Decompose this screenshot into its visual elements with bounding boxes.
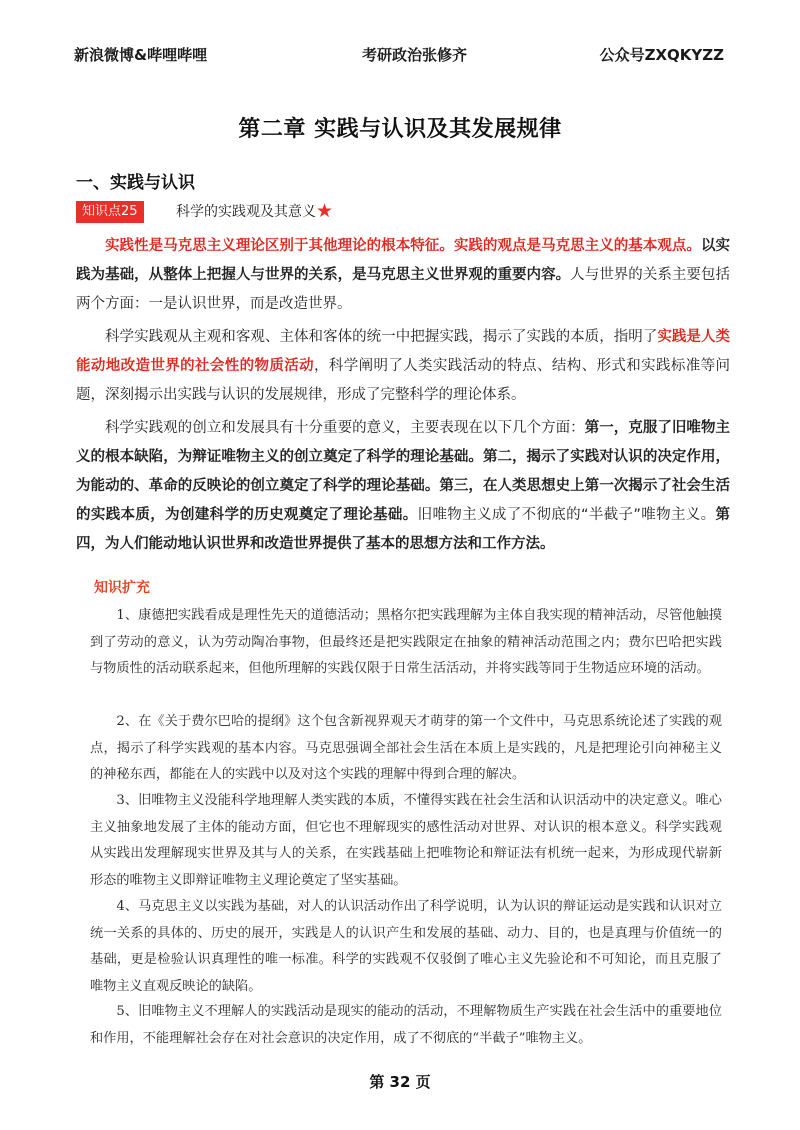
p3-normal-1: 科学实践观的创立和发展具有十分重要的意义，主要表现在以下几个方面： [105, 420, 585, 436]
extension-item-3: 3、旧唯物主义没能科学地理解人类实践的本质，不懂得实践在社会生活和认识活动中的决定意义。唯心主义抽象地发展了主体的能动方面，但它也不理解现实的感性活动对世界、对认识的根本意义。科学实践观从实践出发理解现实世界及其与人的关系，在实践基础上把唯物论和辩证法有机统一起来，为形成现代崭新形态的唯物主义即辩证唯物主义理论奠定了坚实基础。 [90, 793, 722, 888]
knowledge-point-title: 科学的实践观及其意义 [176, 204, 316, 220]
p2-normal-2: ，科学阐明了人类实践活动的特点、结构、形式和实践标准等问题，深刻揭示出实践与认识的发展规律，形成了完整科学的理论体系。 [76, 358, 730, 403]
page-header [74, 44, 724, 66]
p1-bold: 以实践为基础，从整体上把握人与世界的关系，是马克思主义世界观的重要内容。 [76, 238, 731, 283]
star-icon: ★ [316, 200, 334, 222]
p3-bold-1: 第一，克服了旧唯物主义的根本缺陷，为辩证唯物主义的创立奠定了科学的理论基础。 [76, 420, 731, 465]
p2-normal-1: 科学实践观从主观和客观、主体和客体的统一中把握实践，揭示了实践的本质，指明了 [105, 329, 658, 345]
extension-item-1: 1、康德把实践看成是理性先天的道德活动；黑格尔把实践理解为主体自我实现的精神活动，尽管他触摸到了劳动的意义，认为劳动陶冶事物，但最终还是把实践限定在抽象的精神活动范围之内；费尔巴哈把实践与物质性的活动联系起来，但他所理解的实践仅限于日常生活活动，并将实践等同于生物适应环境的活动。 [90, 608, 722, 676]
knowledge-point-badge: 知识点25 [76, 201, 144, 223]
extension-title: 知识扩充 [94, 580, 150, 596]
header-right: 公众号ZXQKYZZ [599, 46, 724, 64]
extension-item-2: 2、在《关于费尔巴哈的提纲》这个包含新视界观天才萌芽的第一个文件中，马克思系统论述了实践的观点，揭示了科学实践观的基本内容。马克思强调全部社会生活在本质上是实践的，凡是把理论引向神秘主义的神秘东西，都能在人的实践中以及对这个实践的理解中得到合理的解决。 [90, 714, 722, 782]
paragraph-3 [76, 414, 730, 559]
paragraph-2 [76, 323, 730, 410]
p3-bold-2: 第二，揭示了实践对认识的决定作用，为能动的、革命的反映论的创立奠定了科学的理论基础。 [76, 449, 730, 494]
p2-red: 实践是人类能动地改造世界的社会性的物质活动 [76, 329, 731, 374]
p3-bold-3: 第三，在人类思想史上第一次揭示了社会生活的实践本质，为创建科学的历史观奠定了理论基础。 [76, 478, 731, 523]
section-title: 一、实践与认识 [76, 173, 195, 193]
p1-red-2: 实践的观点是马克思主义的基本观点。 [453, 238, 701, 254]
p3-bold-4: 第四，为人们能动地认识世界和改造世界提供了基本的思想方法和工作方法。 [76, 507, 730, 552]
paragraph-1 [76, 232, 730, 319]
p3-normal-2: 旧唯物主义成了不彻底的“半截子”唯物主义。 [417, 507, 716, 523]
extension-item-4: 4、马克思主义以实践为基础，对人的认识活动作出了科学说明，认为认识的辩证运动是实践和认识对立统一关系的具体的、历史的展开，实践是人的认识产生和发展的基础、动力、目的，也是真理与价值统一的基础，更是检验认识真理性的唯一标准。科学的实践观不仅驳倒了唯心主义先验论和不可知论，而且克服了唯物主义直观反映论的缺陷。 [90, 899, 722, 994]
p1-red-1: 实践性是马克思主义理论区别于其他理论的根本特征。 [105, 238, 454, 254]
p1-normal: 人与世界的关系主要包括两个方面：一是认识世界，而是改造世界。 [76, 267, 730, 312]
header-center: 考研政治张修齐 [362, 46, 468, 64]
extension-item-5: 5、旧唯物主义不理解人的实践活动是现实的能动的活动，不理解物质生产实践在社会生活中的重要地位和作用，不能理解社会存在对社会意识的决定作用，成了不彻底的“半截子”唯物主义。 [90, 1004, 722, 1046]
page-number: 第 32 页 [369, 1073, 431, 1091]
chapter-title: 第二章 实践与认识及其发展规律 [238, 117, 562, 142]
header-left: 新浪微博&哔哩哔哩 [74, 46, 208, 64]
